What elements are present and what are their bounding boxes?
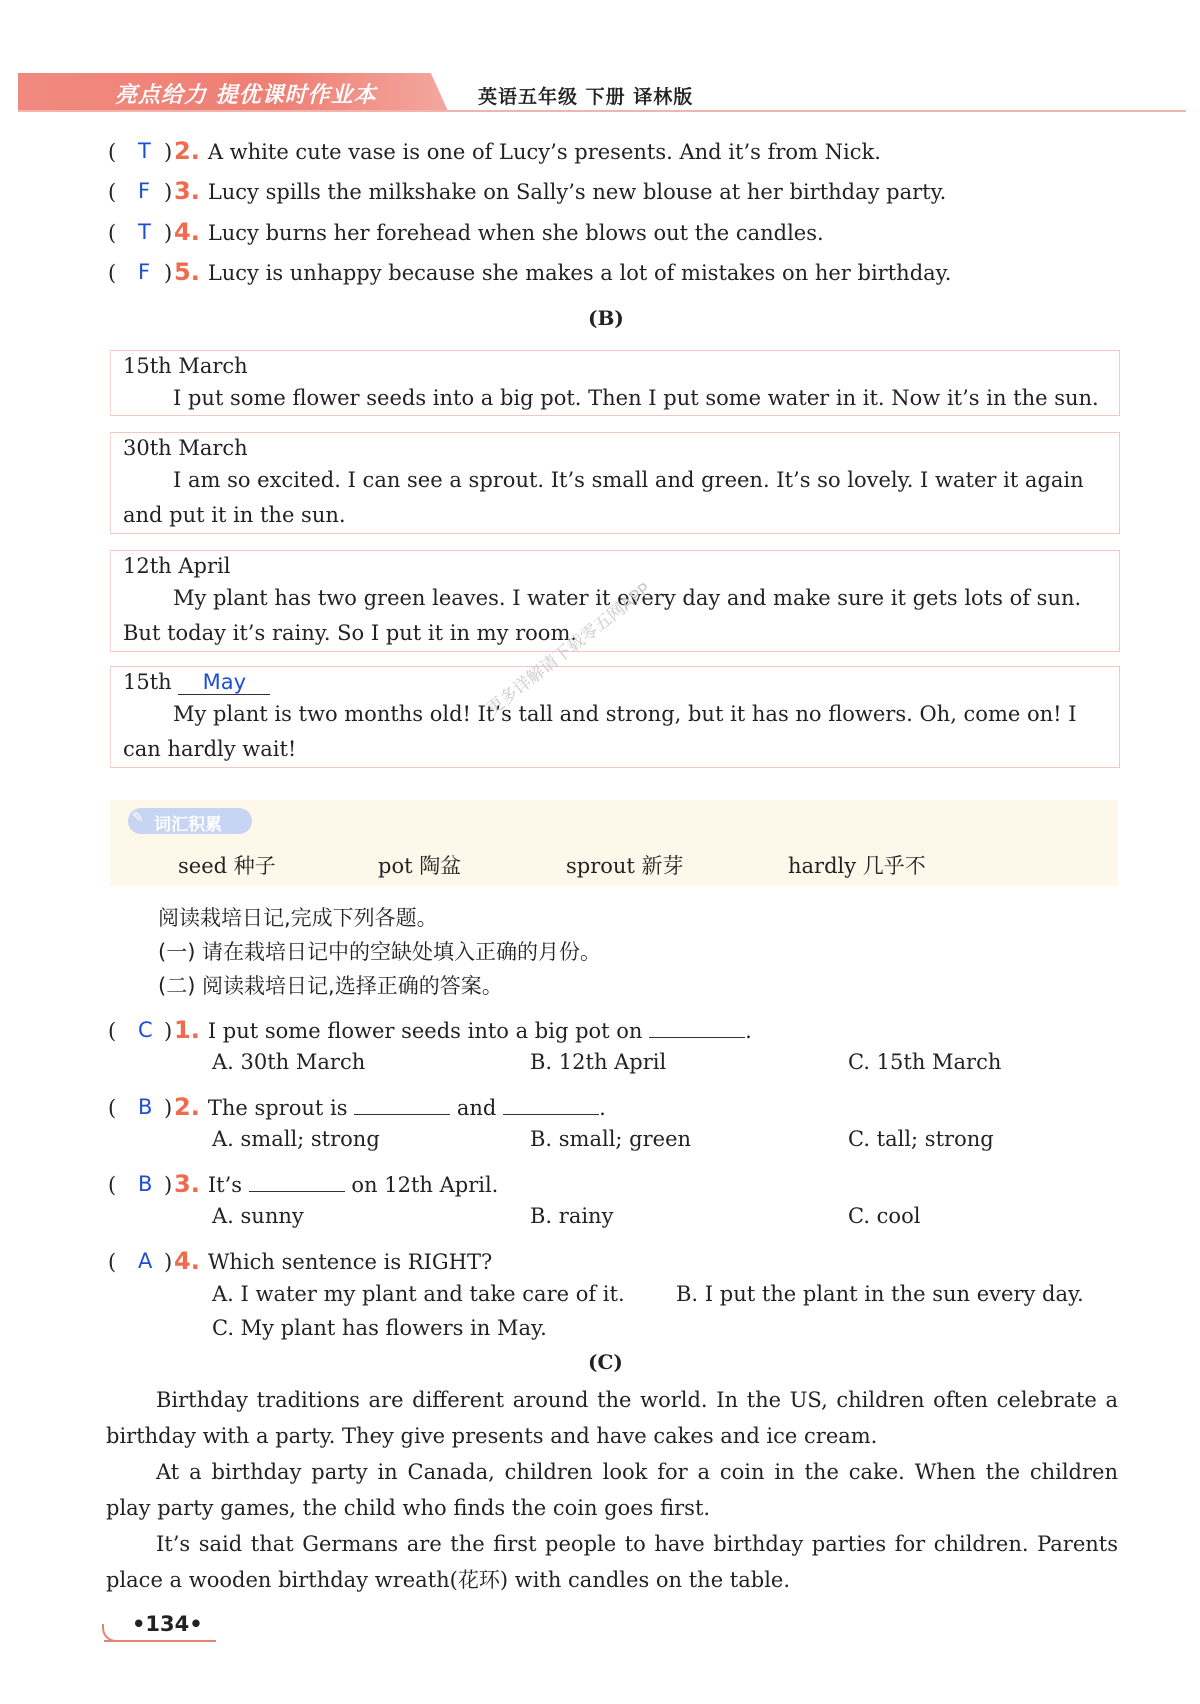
diary-text: I put some flower seeds into a big pot. Then I put some water in it. Now it’s in the sun. (173, 386, 1099, 410)
vocab-item: pot 陶盆 (378, 854, 462, 878)
option-c: C. cool (848, 1204, 921, 1228)
diary-text: My plant has two green leaves. I water it every day and make sure it gets lots of sun. But today it’s rainy. So I put it in my room. (123, 586, 1082, 645)
answer: T (138, 220, 151, 244)
diary-text: I am so excited. I can see a sprout. It’s small and green. It’s so lovely. I water it again and put it in the sun. (123, 468, 1084, 527)
passage-paragraph: At a birthday party in Canada, children look for a coin in the cake. When the children play party games, the child who finds the coin goes first. (106, 1460, 1118, 1520)
vocab-item: hardly 几乎不 (788, 854, 926, 878)
instruction: 阅读栽培日记,完成下列各题。 (158, 906, 438, 930)
option-a: A. sunny (212, 1204, 304, 1228)
answer: B (138, 1172, 153, 1196)
question-b4: ( A ) 4. Which sentence is RIGHT? (108, 1247, 493, 1275)
header-divider (18, 110, 1186, 112)
passage-paragraph: It’s said that Germans are the first people to have birthday parties for children. Parents place a wooden birthday wreath(花环) with candles on the table. (106, 1532, 1118, 1592)
vocab-item: sprout 新芽 (566, 854, 684, 878)
diary-entry (110, 666, 1120, 768)
section-b-label: (B) (588, 306, 624, 330)
answer: B (138, 1095, 153, 1119)
answer-blank (249, 1191, 345, 1192)
option-b: B. I put the plant in the sun every day. (676, 1282, 1084, 1306)
diary-entry (110, 432, 1120, 534)
answer: A (138, 1249, 153, 1273)
section-c-label: (C) (588, 1350, 623, 1374)
answer: C (138, 1018, 153, 1042)
book-icon: ✎ (132, 810, 144, 826)
answer: T (138, 139, 151, 163)
question-a3: ( F ) 3. Lucy spills the milkshake on Sally’s new blouse at her birthday party. (108, 177, 947, 205)
question-b3: ( B ) 3. It’s on 12th April. (108, 1170, 499, 1198)
question-a2: ( T ) 2. A white cute vase is one of Lucy’s presents. And it’s from Nick. (108, 137, 881, 165)
option-a: A. 30th March (212, 1050, 366, 1074)
answer: F (138, 179, 151, 203)
diary-date: 12th April (123, 554, 231, 578)
option-b: B. small; green (530, 1127, 692, 1151)
instruction: (一) 请在栽培日记中的空缺处填入正确的月份。 (158, 940, 602, 964)
month-fill-answer: May (178, 670, 270, 695)
option-c: C. tall; strong (848, 1127, 994, 1151)
page-number: •134• (132, 1612, 203, 1636)
option-a: A. small; strong (212, 1127, 380, 1151)
option-b: B. rainy (530, 1204, 614, 1228)
diary-date: 15th May (123, 670, 270, 695)
answer-blank (503, 1114, 599, 1115)
option-c: C. My plant has flowers in May. (212, 1316, 547, 1340)
question-a5: ( F ) 5. Lucy is unhappy because she makes a lot of mistakes on her birthday. (108, 258, 952, 286)
diary-date: 30th March (123, 436, 248, 460)
passage-paragraph: Birthday traditions are different around the world. In the US, children often celebrate a birthday with a party. They give presents and have cakes and ice cream. (106, 1388, 1118, 1448)
answer: F (138, 260, 151, 284)
question-a4: ( T ) 4. Lucy burns her forehead when she blows out the candles. (108, 218, 824, 246)
watermark: 更多详解请下载零五网APP (483, 579, 655, 720)
option-c: C. 15th March (848, 1050, 1002, 1074)
answer-blank (354, 1114, 450, 1115)
diary-entry (110, 350, 1120, 416)
diary-date: 15th March (123, 354, 248, 378)
answer-blank (649, 1037, 745, 1038)
vocab-title-badge: ✎ 词汇积累 (128, 808, 252, 834)
book-subtitle: 英语五年级 下册 译林版 (478, 86, 694, 108)
option-a: A. I water my plant and take care of it. (212, 1282, 625, 1306)
question-b2: ( B ) 2. The sprout is and . (108, 1093, 606, 1121)
question-b1: ( C ) 1. I put some flower seeds into a big pot on . (108, 1016, 752, 1044)
diary-text: My plant is two months old! It’s tall and strong, but it has no flowers. Oh, come on! I can hardly wait! (123, 702, 1077, 761)
vocab-item: seed 种子 (178, 854, 276, 878)
option-b: B. 12th April (530, 1050, 667, 1074)
page-number-underline (104, 1640, 216, 1642)
book-title: 亮点给力 提优课时作业本 (115, 83, 377, 108)
instruction: (二) 阅读栽培日记,选择正确的答案。 (158, 974, 503, 998)
